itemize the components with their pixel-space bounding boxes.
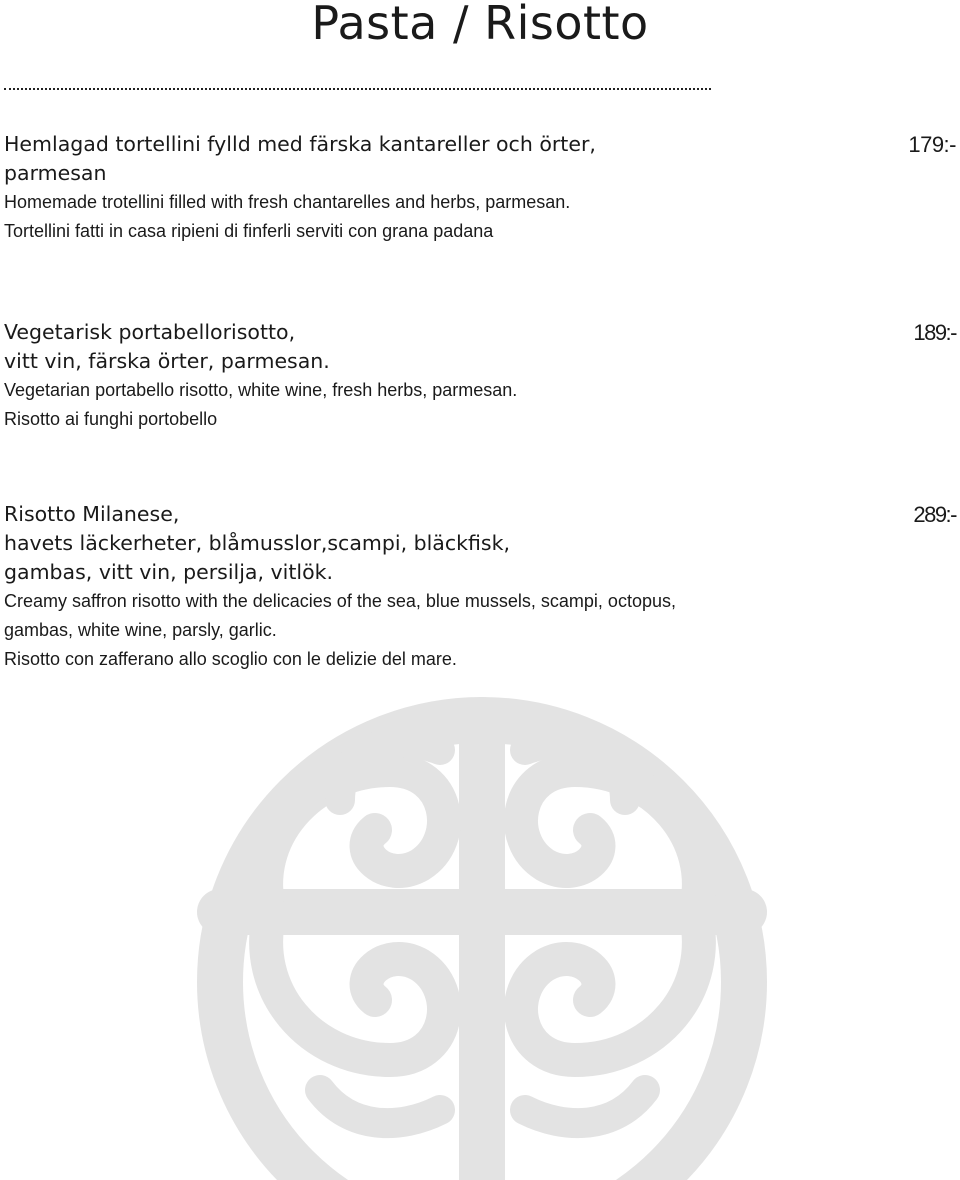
item-description-english: Vegetarian portabello risotto, white wine, fresh herbs, parmesan. — [4, 380, 518, 400]
item-description-english: Creamy saffron risotto with the delicacies of the sea, blue mussels, scampi, octopus, — [4, 591, 676, 611]
page-title: Pasta / Risotto — [311, 0, 649, 50]
item-description-english-cont: gambas, white wine, parsly, garlic. — [4, 620, 277, 640]
item-description-english: Homemade trotellini filled with fresh chantarelles and herbs, parmesan. — [4, 192, 571, 212]
dotted-divider — [4, 88, 711, 90]
item-description-italian: Risotto con zafferano allo scoglio con le delizie del mare. — [4, 649, 457, 669]
menu-item-risotto-milanese — [4, 500, 956, 674]
menu-item-tortellini — [4, 130, 956, 246]
item-description-italian: Tortellini fatti in casa ripieni di finferli serviti con grana padana — [4, 221, 494, 241]
item-name: Hemlagad tortellini fylld med färska kantareller och örter, parmesan — [4, 132, 596, 185]
item-name: Vegetarisk portabellorisotto, vitt vin, färska örter, parmesan. — [4, 320, 330, 373]
item-price: 189:- — [913, 320, 956, 345]
item-name: Risotto Milanese, havets läckerheter, blåmusslor,scampi, bläckfisk, gambas, vitt vin, persilja, vitlök. — [4, 502, 510, 584]
item-price: 289:- — [913, 502, 956, 527]
ornament-watermark-icon — [190, 690, 775, 1180]
item-description-italian: Risotto ai funghi portobello — [4, 409, 218, 429]
menu-item-portabellorisotto — [4, 318, 956, 434]
item-price: 179:- — [908, 132, 956, 157]
